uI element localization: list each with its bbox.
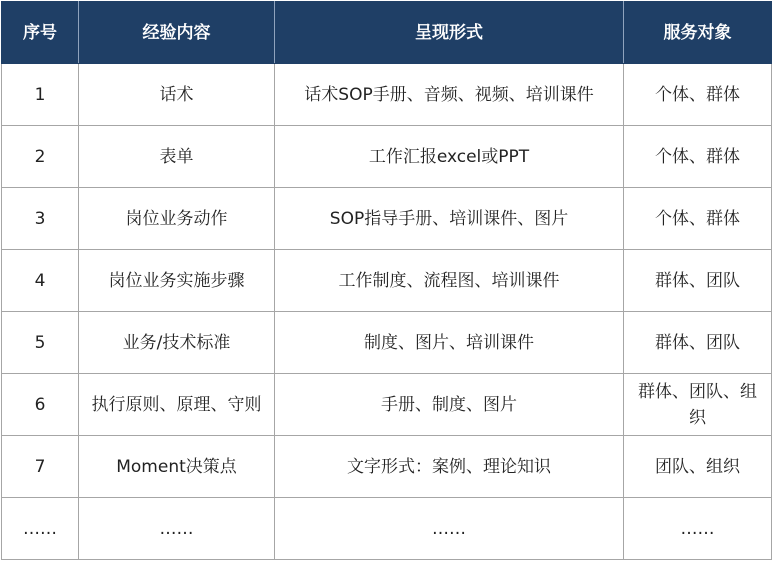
cell-index: …… (2, 498, 79, 560)
cell-format: 制度、图片、培训课件 (275, 312, 624, 374)
cell-content: 业务/技术标准 (79, 312, 275, 374)
table-row (2, 188, 772, 250)
cell-audience: 团队、组织 (624, 436, 772, 498)
cell-audience: 群体、团队 (624, 250, 772, 312)
cell-content: 岗位业务动作 (79, 188, 275, 250)
header-content: 经验内容 (79, 2, 275, 64)
experience-table (1, 1, 772, 560)
cell-index: 3 (2, 188, 79, 250)
cell-format: 话术SOP手册、音频、视频、培训课件 (275, 64, 624, 126)
cell-format: 手册、制度、图片 (275, 374, 624, 436)
header-format: 呈现形式 (275, 2, 624, 64)
table-row (2, 126, 772, 188)
cell-content: Moment决策点 (79, 436, 275, 498)
header-audience: 服务对象 (624, 2, 772, 64)
cell-audience: 群体、团队 (624, 312, 772, 374)
cell-index: 2 (2, 126, 79, 188)
cell-content: 执行原则、原理、守则 (79, 374, 275, 436)
cell-format: 工作制度、流程图、培训课件 (275, 250, 624, 312)
cell-audience: …… (624, 498, 772, 560)
cell-index: 1 (2, 64, 79, 126)
table-row (2, 436, 772, 498)
header-index: 序号 (2, 2, 79, 64)
cell-content: 话术 (79, 64, 275, 126)
cell-format: 工作汇报excel或PPT (275, 126, 624, 188)
cell-audience: 群体、团队、组织 (624, 374, 772, 436)
table-row (2, 64, 772, 126)
table-row (2, 250, 772, 312)
cell-content: 表单 (79, 126, 275, 188)
table-row (2, 312, 772, 374)
cell-format: …… (275, 498, 624, 560)
cell-index: 5 (2, 312, 79, 374)
table-row (2, 374, 772, 436)
cell-format: 文字形式：案例、理论知识 (275, 436, 624, 498)
cell-audience: 个体、群体 (624, 188, 772, 250)
cell-index: 6 (2, 374, 79, 436)
cell-index: 4 (2, 250, 79, 312)
header-row (2, 2, 772, 64)
cell-audience: 个体、群体 (624, 126, 772, 188)
cell-index: 7 (2, 436, 79, 498)
cell-content: 岗位业务实施步骤 (79, 250, 275, 312)
cell-audience: 个体、群体 (624, 64, 772, 126)
cell-format: SOP指导手册、培训课件、图片 (275, 188, 624, 250)
cell-content: …… (79, 498, 275, 560)
table-row (2, 498, 772, 560)
